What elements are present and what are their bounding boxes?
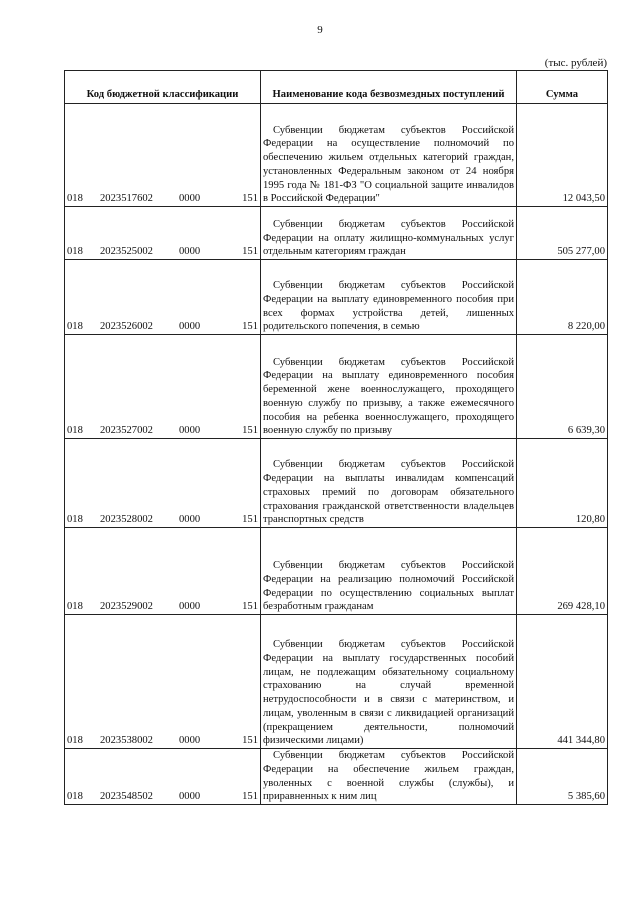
admin-code: 018: [67, 791, 83, 803]
admin-code: 018: [67, 321, 83, 333]
revenue-code: 2023517602: [100, 193, 153, 205]
revenue-name-cell: Субвенции бюджетам субъектов Российской Федерации на выплаты инвалидам компенсаций страховых премий по договорам обязательного страхования гражданской ответственности владельцев транспортных средств: [261, 439, 517, 528]
program-code: 0000: [179, 321, 201, 333]
economic-code: 151: [242, 246, 258, 258]
budget-code-cell: [65, 615, 261, 749]
revenue-code: 2023527002: [100, 425, 153, 437]
admin-code: 018: [67, 735, 83, 747]
budget-code-cell: [65, 439, 261, 528]
program-code: 0000: [179, 791, 201, 803]
amount-cell: 269 428,10: [517, 528, 608, 615]
table-row: [65, 439, 608, 528]
economic-code: 151: [242, 321, 258, 333]
revenue-name-cell: Субвенции бюджетам субъектов Российской Федерации на осуществление полномочий по обеспечению жильем отдельных категорий граждан, установленных Федеральным законом от 24 ноября 1995 года № 181-ФЗ "О социальной защите инвалидов в Российской Федерации": [261, 104, 517, 207]
amount-cell: 5 385,60: [517, 749, 608, 805]
economic-code: 151: [242, 425, 258, 437]
admin-code: 018: [67, 601, 83, 613]
amount-cell: 8 220,00: [517, 260, 608, 335]
admin-code: 018: [67, 246, 83, 258]
header-name: Наименование кода безвозмездных поступлений: [261, 71, 517, 104]
economic-code: 151: [242, 791, 258, 803]
table-row: [65, 260, 608, 335]
revenue-name-cell: Субвенции бюджетам субъектов Российской Федерации на реализацию полномочий Российской Федерации по осуществлению социальных выплат безработным гражданам: [261, 528, 517, 615]
budget-code-cell: [65, 104, 261, 207]
revenue-name-cell: Субвенции бюджетам субъектов Российской Федерации на оплату жилищно-коммунальных услуг отдельным категориям граждан: [261, 207, 517, 260]
budget-code-cell: [65, 335, 261, 439]
revenue-code: 2023528002: [100, 514, 153, 526]
table-row: [65, 335, 608, 439]
program-code: 0000: [179, 601, 201, 613]
revenue-code: 2023538002: [100, 735, 153, 747]
revenue-code: 2023525002: [100, 246, 153, 258]
program-code: 0000: [179, 246, 201, 258]
admin-code: 018: [67, 425, 83, 437]
header-amount: Сумма: [517, 71, 608, 104]
table-row: [65, 528, 608, 615]
units-label: (тыс. рублей): [544, 57, 607, 69]
budget-code-cell: [65, 749, 261, 805]
program-code: 0000: [179, 735, 201, 747]
revenue-code: 2023548502: [100, 791, 153, 803]
program-code: 0000: [179, 425, 201, 437]
program-code: 0000: [179, 193, 201, 205]
economic-code: 151: [242, 735, 258, 747]
header-code: Код бюджетной классификации: [65, 71, 261, 104]
budget-code-cell: [65, 528, 261, 615]
amount-cell: 441 344,80: [517, 615, 608, 749]
table-header-row: [65, 71, 608, 104]
program-code: 0000: [179, 514, 201, 526]
economic-code: 151: [242, 193, 258, 205]
amount-cell: 120,80: [517, 439, 608, 528]
budget-code-cell: [65, 260, 261, 335]
page-number: 9: [317, 24, 323, 36]
revenue-name-cell: Субвенции бюджетам субъектов Российской Федерации на выплату единовременного пособия беременной жене военнослужащего, проходящего военную службу по призыву, а также ежемесячного пособия на ребенка военнослужащего, проходящего военную службу по призыву: [261, 335, 517, 439]
revenue-code: 2023529002: [100, 601, 153, 613]
amount-cell: 12 043,50: [517, 104, 608, 207]
revenue-name-cell: Субвенции бюджетам субъектов Российской Федерации на выплату единовременного пособия при всех формах устройства детей, лишенных родительского попечения, в семью: [261, 260, 517, 335]
revenue-name-cell: Субвенции бюджетам субъектов Российской Федерации на обеспечение жильем граждан, уволенных с военной службы (службы), и приравненных к ним лиц: [261, 749, 517, 805]
table-row: [65, 749, 608, 805]
budget-table: [64, 70, 608, 805]
table-row: [65, 615, 608, 749]
economic-code: 151: [242, 514, 258, 526]
table-row: [65, 207, 608, 260]
economic-code: 151: [242, 601, 258, 613]
revenue-code: 2023526002: [100, 321, 153, 333]
admin-code: 018: [67, 514, 83, 526]
revenue-name-cell: Субвенции бюджетам субъектов Российской Федерации на выплату государственных пособий лицам, не подлежащим обязательному социальному страхованию на случай временной нетрудоспособности и в связи с материнством, и лицам, уволенным в связи с ликвидацией организаций (прекращением деятельности, полномочий физическими лицами): [261, 615, 517, 749]
table-row: [65, 104, 608, 207]
amount-cell: 6 639,30: [517, 335, 608, 439]
amount-cell: 505 277,00: [517, 207, 608, 260]
budget-code-cell: [65, 207, 261, 260]
admin-code: 018: [67, 193, 83, 205]
